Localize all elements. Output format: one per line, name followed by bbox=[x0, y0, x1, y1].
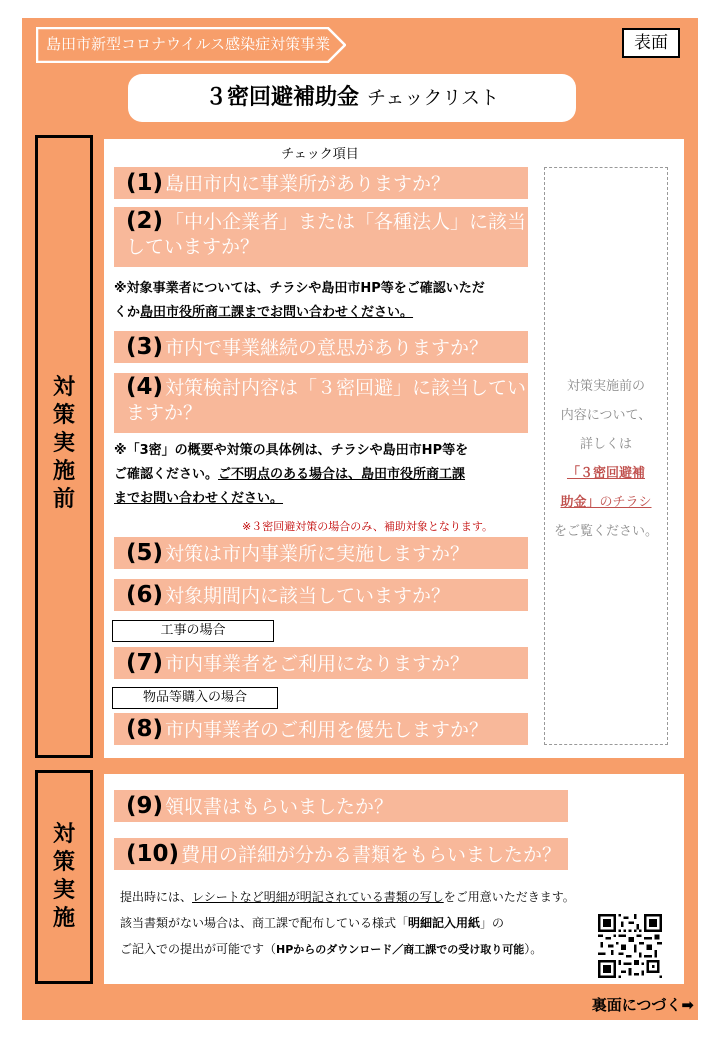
info-text-bold: HPからのダウンロード／商工課での受け取り可能 bbox=[276, 943, 525, 956]
item-text: 対策検討内容は「３密回避」に該当していますか？ bbox=[126, 377, 527, 424]
reference-line bbox=[545, 488, 667, 517]
check-item-4 bbox=[114, 373, 528, 433]
info-text-emphasis: レシートなど明細が明記されている書類の写し bbox=[192, 890, 444, 904]
case-label-construction: 工事の場合 bbox=[112, 620, 274, 642]
section-label-char: 前 bbox=[52, 487, 75, 512]
case-label-goods: 物品等購入の場合 bbox=[112, 687, 278, 709]
item-number: (7) bbox=[126, 650, 164, 676]
check-item-3 bbox=[114, 331, 528, 363]
qr-code[interactable] bbox=[598, 914, 662, 978]
note-3mitsu bbox=[114, 439, 534, 511]
reference-flyer-suffix: のチラシ bbox=[599, 495, 652, 510]
submission-info-line bbox=[120, 914, 504, 931]
item-number: (3) bbox=[126, 334, 164, 360]
note-line: ※「3密」の概要や対策の具体例は、チラシや島田市HP等を bbox=[114, 443, 469, 458]
page-title bbox=[128, 74, 576, 122]
title-main: ３密回避補助金 bbox=[204, 85, 359, 110]
note-line: までお問い合わせください。 bbox=[114, 491, 284, 506]
info-text: 提出時には、 bbox=[120, 890, 193, 904]
check-item-7 bbox=[114, 647, 528, 679]
item-text: 市内事業者のご利用を優先しますか？ bbox=[165, 719, 489, 741]
note-text: ご確認ください。 bbox=[114, 467, 219, 482]
submission-info-line bbox=[120, 940, 542, 957]
item-number: (4) bbox=[126, 374, 164, 400]
item-number: (8) bbox=[126, 716, 164, 742]
item-text: 「中小企業者」または「各種法人」に該当していますか？ bbox=[126, 211, 527, 258]
note-text: くか bbox=[114, 305, 141, 320]
item-number: (10) bbox=[126, 841, 180, 867]
form-name: 明細記入用紙 bbox=[408, 916, 481, 930]
checklist-sheet bbox=[22, 18, 698, 1020]
reference-box bbox=[544, 167, 668, 745]
section-label-after bbox=[35, 770, 93, 984]
item-text: 領収書はもらいましたか？ bbox=[165, 796, 394, 818]
note-line bbox=[114, 463, 534, 487]
reference-line: 対策実施前の bbox=[566, 379, 645, 394]
before-checklist-panel bbox=[104, 139, 684, 758]
reference-flyer-name: 「３密回避補 bbox=[566, 466, 645, 481]
note-contact-text: ご不明点のある場合は、島田市役所商工課 bbox=[218, 467, 466, 482]
section-label-char: 実 bbox=[52, 431, 75, 456]
section-label-before bbox=[35, 135, 93, 758]
item-number: (5) bbox=[126, 540, 164, 566]
submission-info-line bbox=[120, 888, 575, 905]
reference-line: をご覧ください。 bbox=[553, 524, 658, 539]
reference-line: 内容について、 bbox=[560, 408, 652, 423]
check-item-6 bbox=[114, 579, 528, 611]
info-text: ）。 bbox=[524, 942, 543, 956]
side-tag: 表面 bbox=[622, 28, 680, 58]
section-label-char: 施 bbox=[52, 459, 75, 484]
item-text: 対象期間内に該当していますか？ bbox=[165, 585, 451, 607]
item-text: 対策は市内事業所に実施しますか？ bbox=[165, 543, 470, 565]
item-text: 市内事業者をご利用になりますか？ bbox=[165, 653, 470, 675]
info-text: をご用意いただきます。 bbox=[443, 890, 575, 904]
section-label-char: 策 bbox=[52, 850, 75, 875]
note-contact-text: 島田市役所商工課までお問い合わせください。 bbox=[140, 305, 414, 320]
section-label-char: 対 bbox=[52, 375, 75, 400]
section-label-char: 施 bbox=[52, 906, 75, 931]
check-item-2 bbox=[114, 207, 528, 267]
info-text: 」の bbox=[480, 916, 505, 930]
reference-text bbox=[545, 372, 667, 546]
section-label-char: 対 bbox=[52, 822, 75, 847]
item-text: 島田市内に事業所がありますか？ bbox=[165, 173, 451, 195]
continue-on-back: 裏面につづく➡ bbox=[591, 996, 694, 1014]
program-banner-text: 島田市新型コロナウイルス感染症対策事業 bbox=[46, 35, 331, 53]
reference-line: 詳しくは bbox=[579, 437, 632, 452]
item-number: (1) bbox=[126, 170, 164, 196]
item-number: (6) bbox=[126, 582, 164, 608]
note-line bbox=[114, 301, 534, 325]
item-text: 市内で事業継続の意思がありますか？ bbox=[165, 337, 489, 359]
note-target-businesses bbox=[114, 277, 534, 325]
info-text: 該当書類がない場合は、商工課で配布している様式「 bbox=[120, 916, 409, 930]
item-number: (2) bbox=[126, 208, 164, 234]
item-number: (9) bbox=[126, 793, 164, 819]
subsidy-condition-note: ※３密回避対策の場合のみ、補助対象となります。 bbox=[242, 520, 493, 533]
check-item-10 bbox=[114, 838, 568, 870]
item-text: 費用の詳細が分かる書類をもらいましたか？ bbox=[181, 844, 562, 866]
check-column-header: チェック項目 bbox=[281, 147, 359, 162]
after-checklist-panel bbox=[104, 774, 684, 984]
note-line: ※対象事業者については、チラシや島田市HP等をご確認いただ bbox=[114, 281, 485, 296]
info-text: ご記入での提出が可能です（ bbox=[120, 942, 277, 956]
title-subtitle: チェックリスト bbox=[366, 87, 500, 109]
check-item-9 bbox=[114, 790, 568, 822]
check-item-1 bbox=[114, 167, 528, 199]
check-item-5 bbox=[114, 537, 528, 569]
section-label-char: 策 bbox=[52, 403, 75, 428]
reference-flyer-name: 助金」 bbox=[560, 495, 600, 510]
section-label-char: 実 bbox=[52, 878, 75, 903]
check-item-8 bbox=[114, 713, 528, 745]
